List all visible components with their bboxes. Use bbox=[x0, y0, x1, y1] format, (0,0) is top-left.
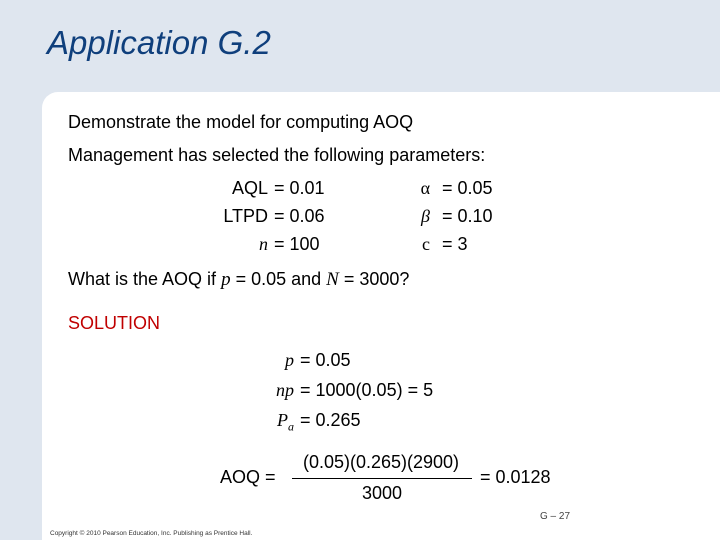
param-aql-label: AQL bbox=[231, 178, 268, 198]
param-ltpd-label: LTPD bbox=[223, 206, 268, 226]
aoq-result: = 0.0128 bbox=[480, 467, 551, 487]
aoq-numerator: (0.05)(0.265)(2900) bbox=[302, 452, 460, 472]
question-var-p: p bbox=[221, 269, 231, 290]
fraction-bar bbox=[292, 478, 472, 479]
solution-pa-label: $P_a$ bbox=[277, 410, 294, 434]
param-n-value: = 100 bbox=[274, 234, 320, 254]
param-aql-value: = 0.01 bbox=[274, 178, 325, 198]
page-number: G – 27 bbox=[540, 511, 571, 522]
intro-line-2: Management has selected the following parameters: bbox=[68, 145, 486, 165]
question-text: What is the AOQ if p = 0.05 and N = 3000? bbox=[68, 269, 410, 290]
solution-np-label: np bbox=[276, 380, 294, 400]
aoq-denominator: 3000 bbox=[361, 483, 403, 503]
param-ltpd-value: = 0.06 bbox=[274, 206, 325, 226]
param-beta-label: β bbox=[421, 206, 430, 226]
solution-pa-value: = 0.265 bbox=[300, 410, 361, 430]
aoq-label: AOQ = bbox=[220, 467, 276, 487]
param-c-label: c bbox=[422, 234, 430, 254]
param-alpha-label: α bbox=[420, 178, 430, 198]
copyright-notice: Copyright © 2010 Pearson Education, Inc. Publishing as Prentice Hall. bbox=[50, 530, 253, 537]
solution-p-value: = 0.05 bbox=[300, 350, 351, 370]
solution-heading: SOLUTION bbox=[68, 313, 161, 333]
solution-np-value: = 1000(0.05) = 5 bbox=[300, 380, 434, 400]
param-c-value: = 3 bbox=[442, 234, 468, 254]
param-beta-value: = 0.10 bbox=[442, 206, 493, 226]
question-var-n: N bbox=[326, 269, 339, 290]
param-n-label: n bbox=[259, 234, 268, 254]
slide-title: Application G.2 bbox=[47, 24, 271, 61]
solution-p-label: p bbox=[285, 350, 294, 370]
param-alpha-value: = 0.05 bbox=[442, 178, 493, 198]
intro-line-1: Demonstrate the model for computing AOQ bbox=[68, 112, 414, 132]
